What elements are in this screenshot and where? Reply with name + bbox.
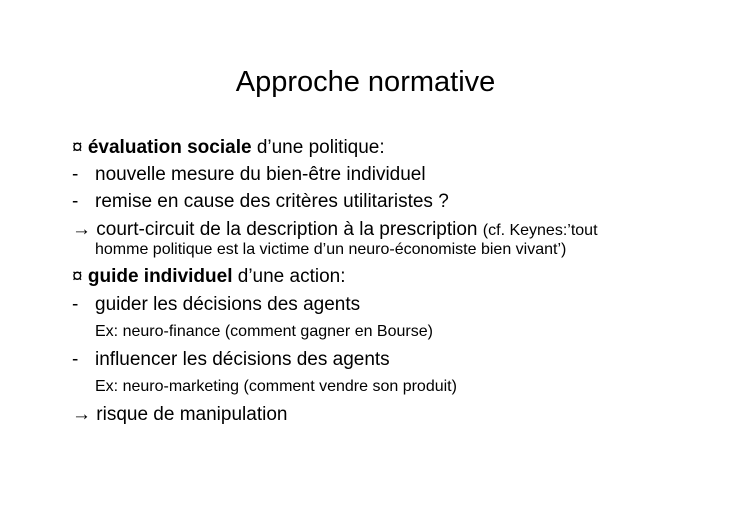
dash-marker: - [72,191,79,212]
example-text: Ex: neuro-marketing (comment vendre son produit) [95,378,457,395]
keynes-note-continued: homme politique est la victime d’un neuro-économiste bien vivant’) [95,241,567,258]
list-item-text: guider les décisions des agents [95,294,361,315]
keynes-note: (cf. Keynes:’tout [482,222,598,239]
example-text: Ex: neuro-finance (comment gagner en Bourse) [95,323,433,340]
dash-marker: - [72,294,79,315]
section-heading-evaluation [72,136,385,160]
list-item-text: remise en cause des critères utilitaristes ? [95,191,449,212]
list-item-text: nouvelle mesure du bien-être individuel [95,164,426,185]
arrow-marker: → [72,219,91,240]
arrow-marker: → [72,404,91,425]
arrow-line-text: risque de manipulation [91,404,288,425]
bullet-marker: ¤ [72,137,83,158]
section-heading-bold: évaluation sociale [87,137,252,158]
bullet-marker: ¤ [72,266,83,287]
arrow-line-text: court-circuit de la description à la prescription [91,219,483,240]
arrow-line-prescription [72,218,598,242]
dash-marker: - [72,164,79,185]
list-item-text: influencer les décisions des agents [95,349,390,370]
section-heading-rest: d’une politique: [251,137,385,158]
section-heading-rest: d’une action: [232,266,346,287]
section-heading-bold: guide individuel [87,266,233,287]
section-heading-guide [72,265,346,289]
dash-marker: - [72,349,79,370]
slide-title: Approche normative [235,66,496,98]
arrow-line-manipulation [72,403,287,427]
